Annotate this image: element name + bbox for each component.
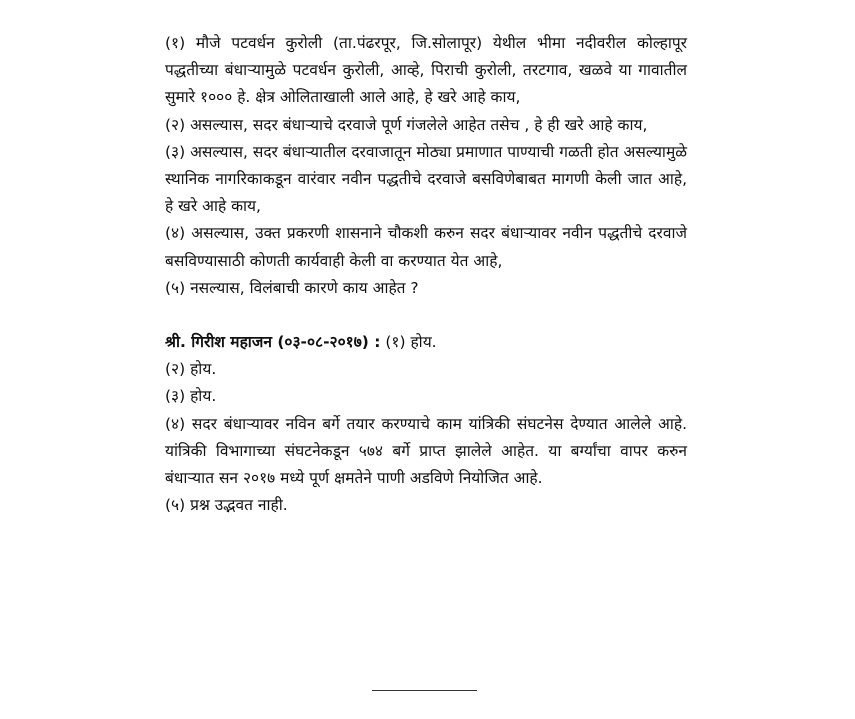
question-4: (४) असल्यास, उक्त प्रकरणी शासनाने चौकशी करुन सदर बंधाऱ्यावर नवीन पद्धतीचे दरवाजे बसविण्यासाठी कोणती कार्यवाही केली वा करण्यात येत आहे, — [165, 224, 687, 270]
document-body — [165, 30, 687, 519]
answer-1 — [165, 329, 687, 356]
answer-5: (५) प्रश्न उद्भवत नाही. — [165, 496, 288, 515]
answer-1-text: (१) होय. — [380, 333, 437, 352]
question-2: (२) असल्यास, सदर बंधाऱ्याचे दरवाजे पूर्ण गंजलेले आहेत तसेच , हे ही खरे आहे काय, — [165, 115, 648, 134]
section-gap — [165, 302, 687, 329]
answer-speaker: श्री. गिरीश महाजन (०३-०८-२०१७) : — [165, 333, 381, 352]
question-5: (५) नसल्यास, विलंबाची कारणे काय आहेत ? — [165, 278, 419, 297]
answer-4: (४) सदर बंधाऱ्यावर नविन बर्गे तयार करण्याचे काम यांत्रिकी संघटनेस देण्यात आलेले आहे. यांत्रिकी विभागाच्या संघटनेकडून ५७४ बर्गे प्राप्त झालेले आहेत. या बर्ग्यांचा वापर करुन बंधाऱ्यात सन २०१७ मध्ये पूर्ण क्षमतेने पाणी अडविणे नियोजित आहे. — [165, 414, 687, 488]
answer-3: (३) होय. — [165, 387, 217, 406]
end-divider — [372, 690, 477, 691]
question-1: (१) मौजे पटवर्धन कुरोली (ता.पंढरपूर, जि.सोलापूर) येथील भीमा नदीवरील कोल्हापूर पद्धतीच्या बंधाऱ्यामुळे पटवर्धन कुरोली, आव्हे, पिराची कुरोली, तरटगाव, खळवे या गावातील सुमारे १००० हे. क्षेत्र ओलिताखाली आले आहे, हे खरे आहे काय, — [165, 34, 687, 107]
question-3: (३) असल्यास, सदर बंधाऱ्यातील दरवाजातून मोठ्या प्रमाणात पाण्याची गळती होत असल्यामुळे स्थानिक नागरिकाकडून वारंवार नवीन पद्धतीचे दरवाजे बसविणेबाबत मागणी केली जात आहे, हे खरे आहे काय, — [165, 142, 687, 216]
answer-2: (२) होय. — [165, 360, 217, 379]
